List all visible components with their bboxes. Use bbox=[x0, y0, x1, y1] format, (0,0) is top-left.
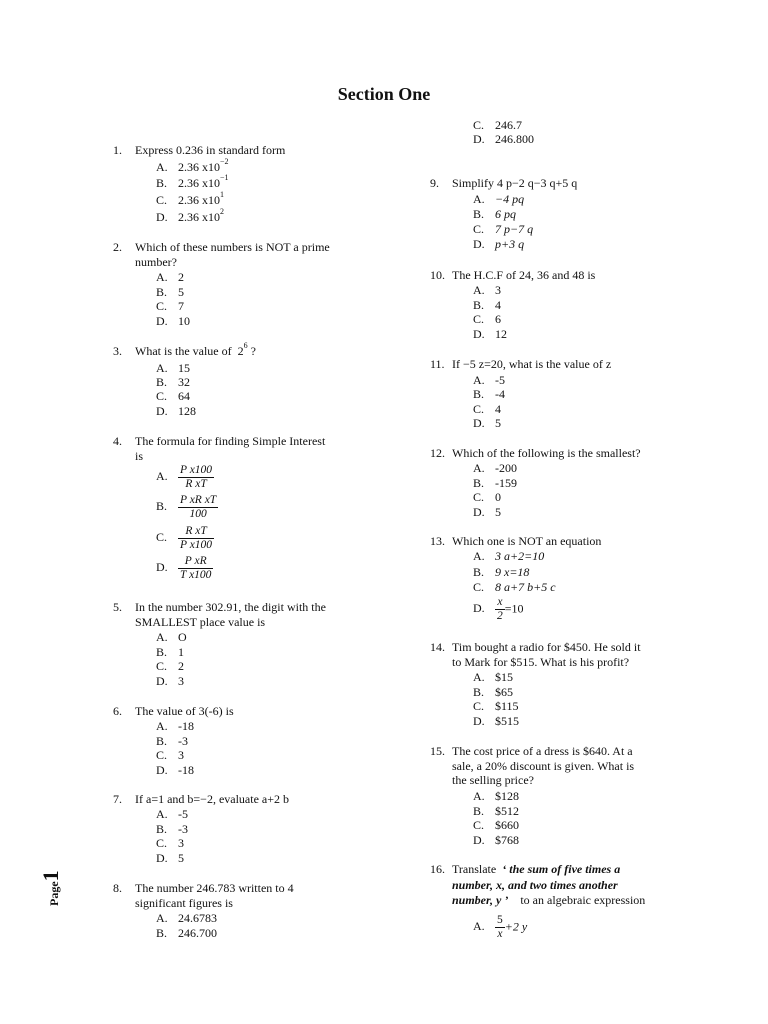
option-b[interactable]: B. 2.36 $x10^{-1}$ bbox=[156, 173, 229, 190]
option-c[interactable]: C. 7 bbox=[156, 299, 184, 313]
question-number: 11. bbox=[430, 357, 445, 371]
option-d[interactable]: D. $\frac{\text{P xR}}{\text{T x100}}$ bbox=[156, 555, 212, 581]
option-a[interactable]: A. 2 bbox=[156, 270, 184, 284]
option-b[interactable]: B. 5 bbox=[156, 285, 184, 299]
option-d[interactable]: D. p+3 q bbox=[473, 237, 525, 251]
option-b[interactable]: B. 32 bbox=[156, 375, 190, 389]
option-a[interactable]: A. $128 bbox=[473, 789, 519, 803]
page-title: Section One bbox=[337, 84, 431, 104]
option-d[interactable]: D. 5 bbox=[473, 505, 501, 519]
option-d[interactable]: D. 5 bbox=[473, 416, 501, 430]
question-text: Express 0.236 in standard form bbox=[135, 143, 286, 157]
option-a[interactable]: A. $\frac{\text{P x100}}{\text{R xT}}$ bbox=[156, 464, 213, 490]
question-number: 10. bbox=[430, 268, 445, 282]
option-a[interactable]: A. -5 bbox=[156, 807, 188, 821]
option-c[interactable]: C. 3 bbox=[156, 836, 184, 850]
option-c[interactable]: C. 0 bbox=[473, 490, 501, 504]
option-a[interactable]: A. -18 bbox=[156, 719, 194, 733]
question-number: 3. bbox=[113, 344, 122, 358]
question-text: If a=1 and b=−2, evaluate a+2 b bbox=[135, 792, 290, 806]
option-a[interactable]: A. -200 bbox=[473, 461, 517, 475]
question-number: 16. bbox=[430, 862, 445, 876]
question-number: 7. bbox=[113, 792, 122, 806]
option-b[interactable]: B. $\frac{\text{P xR xT}}{100}$ bbox=[156, 494, 217, 520]
option-d[interactable]: D. 2.36 $x10^2$ bbox=[156, 207, 224, 224]
option-b[interactable]: B. 6 pq bbox=[473, 207, 516, 221]
option-d[interactable]: D. $515 bbox=[473, 714, 519, 728]
option-a[interactable]: A. 24.6783 bbox=[156, 911, 217, 925]
question-text: The number 246.783 written to 4 significant figures is bbox=[135, 881, 294, 910]
option-a[interactable]: A. $15 bbox=[473, 670, 513, 684]
question-text: Simplify 4 p−2 q−3 q+5 q bbox=[452, 176, 578, 190]
option-b[interactable]: B. 4 bbox=[473, 298, 501, 312]
option-a[interactable]: A. 3 a+2=10 bbox=[473, 549, 545, 563]
question-text: If −5 z=20, what is the value of z bbox=[452, 357, 612, 371]
option-a[interactable]: A. -5 bbox=[473, 373, 505, 387]
option-d[interactable]: D. $768 bbox=[473, 833, 519, 847]
option-b[interactable]: B. -159 bbox=[473, 476, 517, 490]
option-a[interactable]: A. −4 pq bbox=[473, 192, 525, 206]
question-number: 12. bbox=[430, 446, 445, 460]
option-d[interactable]: D. 128 bbox=[156, 404, 196, 418]
option-b[interactable]: B. 9 x=18 bbox=[473, 565, 530, 579]
option-a[interactable]: A. 3 bbox=[473, 283, 501, 297]
option-b[interactable]: B. $512 bbox=[473, 804, 519, 818]
question-text: In the number 302.91, the digit with the SMALLEST place value is bbox=[135, 600, 326, 629]
question-text: Which of the following is the smallest? bbox=[452, 446, 641, 460]
option-c[interactable]: C. 64 bbox=[156, 389, 190, 403]
question-text: Which one is NOT an equation bbox=[452, 534, 602, 548]
question-number: 8. bbox=[113, 881, 122, 895]
question-text: The cost price of a dress is $640. At a sale, a 20% discount is given. What is the selling price? bbox=[452, 744, 635, 787]
option-c[interactable]: C. 4 bbox=[473, 402, 501, 416]
option-c[interactable]: C. $\frac{\text{R xT}}{\text{P x100}}$ bbox=[156, 525, 213, 551]
option-a[interactable]: A. 15 bbox=[156, 361, 190, 375]
question-text: Which of these numbers is NOT a prime number? bbox=[135, 240, 330, 269]
question-number: 5. bbox=[113, 600, 122, 614]
option-c[interactable]: C. $660 bbox=[473, 818, 519, 832]
question-number: 1. bbox=[113, 143, 122, 157]
option-b[interactable]: B. $65 bbox=[473, 685, 513, 699]
option-b[interactable]: B. 246.700 bbox=[156, 926, 217, 940]
question-number: 15. bbox=[430, 744, 445, 758]
option-b[interactable]: B. 1 bbox=[156, 645, 184, 659]
option-b[interactable]: B. -4 bbox=[473, 387, 505, 401]
question-number: 13. bbox=[430, 534, 445, 548]
option-d[interactable]: D. -18 bbox=[156, 763, 194, 777]
question-number: 14. bbox=[430, 640, 445, 654]
question-number: 6. bbox=[113, 704, 122, 718]
question-text: The formula for finding Simple Interest is bbox=[135, 434, 326, 463]
question-text: Translate ‘ the sum of five times a number, x, and two times another number, y ’ to an algebraic expression bbox=[452, 862, 646, 907]
option-d[interactable]: D. 3 bbox=[156, 674, 184, 688]
option-a[interactable]: A. 2.36 $x10^{-2}$ bbox=[156, 157, 229, 174]
question-text: The value of 3(-6) is bbox=[135, 704, 234, 718]
option-c[interactable]: C. 2 bbox=[156, 659, 184, 673]
question-number: 4. bbox=[113, 434, 122, 448]
option-a[interactable]: A. O bbox=[156, 630, 187, 644]
option-c[interactable]: C. 246.7 bbox=[473, 118, 522, 132]
question-number: 2. bbox=[113, 240, 122, 254]
option-d[interactable]: D. 12 bbox=[473, 327, 507, 341]
option-d[interactable]: D. $\frac{x}{2}$ =10 bbox=[473, 596, 524, 622]
page-number-footer: Page1 bbox=[38, 870, 63, 906]
option-c[interactable]: C. $115 bbox=[473, 699, 519, 713]
option-c[interactable]: C. 6 bbox=[473, 312, 501, 326]
option-d[interactable]: D. 246.800 bbox=[473, 132, 534, 146]
question-text: What is the value of $2^6$ ? bbox=[135, 341, 256, 358]
option-d[interactable]: D. 5 bbox=[156, 851, 184, 865]
option-c[interactable]: C. 7 p−7 q bbox=[473, 222, 534, 236]
option-c[interactable]: C. 3 bbox=[156, 748, 184, 762]
question-text: The H.C.F of 24, 36 and 48 is bbox=[452, 268, 596, 282]
question-number: 9. bbox=[430, 176, 439, 190]
option-d[interactable]: D. 10 bbox=[156, 314, 190, 328]
option-a[interactable]: A. $\frac{5}{x}$ +2 y bbox=[473, 914, 528, 940]
option-b[interactable]: B. -3 bbox=[156, 822, 188, 836]
question-text: Tim bought a radio for $450. He sold it to Mark for $515. What is his profit? bbox=[452, 640, 641, 669]
option-c[interactable]: C. 8 a+7 b+5 c bbox=[473, 580, 556, 594]
option-b[interactable]: B. -3 bbox=[156, 734, 188, 748]
option-c[interactable]: C. 2.36 $x10^1$ bbox=[156, 190, 224, 207]
